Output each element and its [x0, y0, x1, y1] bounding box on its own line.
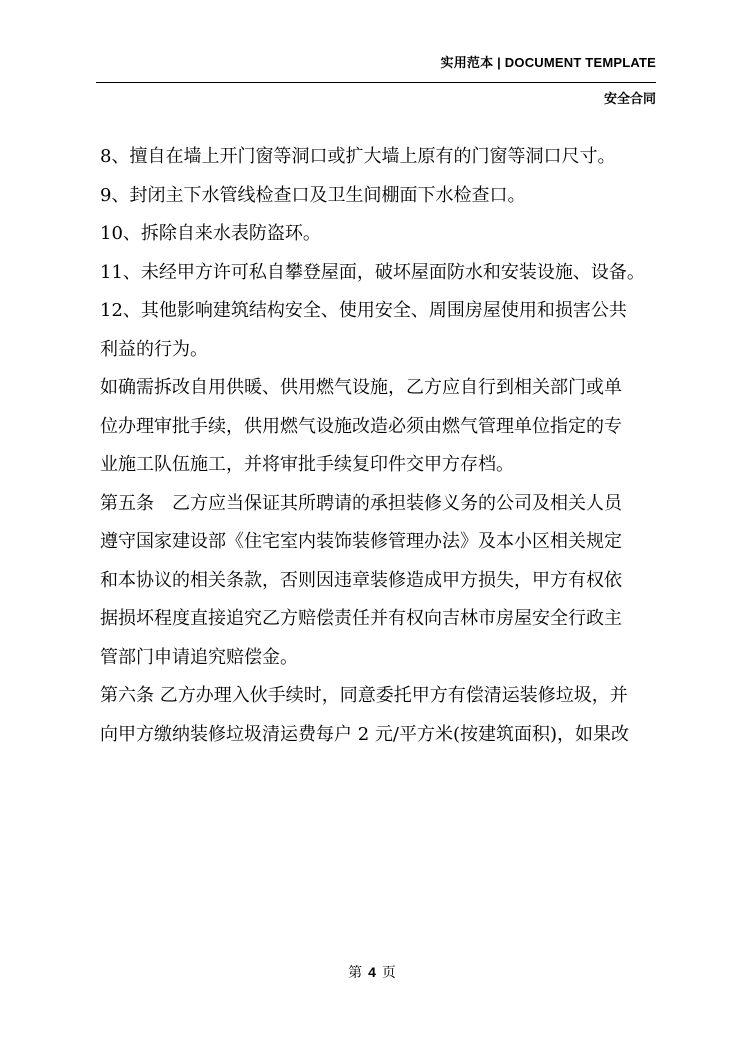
header-divider: [96, 82, 656, 83]
text-line: 据损坏程度直接追究乙方赔偿责任并有权向吉林市房屋安全行政主: [100, 608, 622, 629]
text-line: 业施工队伍施工，并将审批手续复印件交甲方存档。: [100, 454, 514, 475]
text-line: 9、封闭主下水管线检查口及卫生间棚面下水检查口。: [100, 184, 526, 206]
text-line: 和本协议的相关条款，否则因违章装修造成甲方损失，甲方有权依: [100, 569, 622, 591]
page-suffix: 页: [381, 965, 396, 981]
page-header: [96, 52, 656, 112]
page-prefix: 第: [348, 965, 363, 981]
text-line: 如确需拆改自用供暖、供用燃气设施，乙方应自行到相关部门或单: [100, 377, 622, 398]
text-line: 8、擅自在墙上开门窗等洞口或扩大墙上原有的门窗等洞口尺寸。: [100, 146, 616, 167]
text-line: 向甲方缴纳装修垃圾清运费每户 2 元/平方米(按建筑面积)，如果改: [100, 723, 630, 745]
text-line: 12、其他影响建筑结构安全、使用安全、周围房屋使用和损害公共: [100, 300, 627, 321]
document-body: [100, 138, 660, 754]
text-line: 管部门申请追究赔偿金。: [100, 646, 298, 668]
text-line: 第五条 乙方应当保证其所聘请的承担装修义务的公司及相关人员: [100, 492, 622, 514]
page-footer: [0, 962, 744, 982]
text-line: 第六条 乙方办理入伙手续时，同意委托甲方有偿清运装修垃圾，并: [100, 685, 628, 706]
text-line: 11、未经甲方许可私自攀登屋面，破坏屋面防水和安装设施、设备。: [100, 261, 645, 283]
header-subtitle: 安全合同: [603, 91, 656, 106]
text-line: 遵守国家建设部《住宅室内装饰装修管理办法》及本小区相关规定: [100, 531, 622, 552]
page-number: 4: [368, 964, 376, 980]
text-line: 10、拆除自来水表防盗环。: [100, 223, 321, 244]
text-line: 利益的行为。: [100, 338, 208, 360]
header-title: 实用范本 | DOCUMENT TEMPLATE: [440, 55, 656, 70]
text-line: 位办理审批手续，供用燃气设施改造必须由燃气管理单位指定的专: [100, 415, 622, 437]
